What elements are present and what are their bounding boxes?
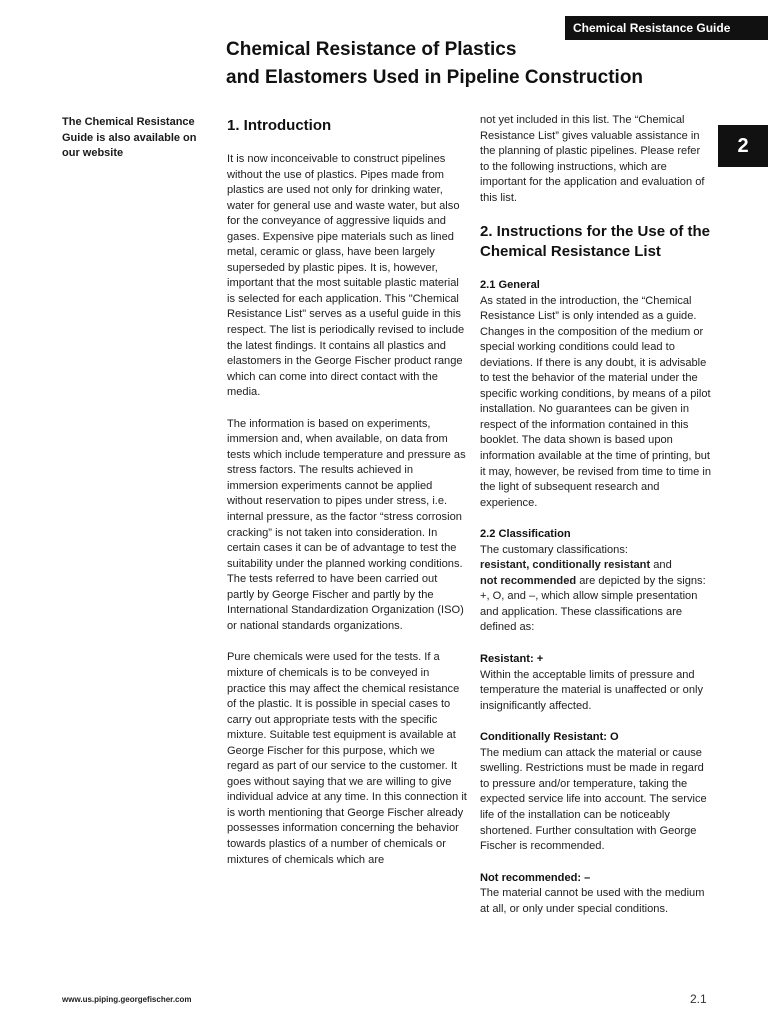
not-recommended-heading: Not recommended: – [480, 871, 591, 884]
page-title-line-2: and Elastomers Used in Pipeline Construction [226, 67, 644, 88]
classification-text [480, 543, 712, 636]
intro-paragraph-3: Pure chemicals were used for the tests. If a mixture of chemicals is to be conveyed in practice this may affect the chemical resistance of the plastic. It is possible in special cases to carry out appropriate tests with the specific mixture. Suitable test equipment is available at George Fischer for this purpose, which we regard as part of our service to the customer. It goes without saying that we are willing to give individual advice at any time. In this connection it is worth mentioning that George Fischer already possesses information concerning the behavior towards plastics of a number of chemicals or mixtures of chemicals which are [227, 651, 467, 866]
conditionally-resistant-heading: Conditionally Resistant: O [480, 731, 619, 744]
classification-not-recommended: not recommended [480, 574, 577, 587]
general-text: As stated in the introduction, the “Chemical Resistance List” is only intended as a guide. Changes in the composition of the medium or special working conditions could lead to deviations. If there is any doubt, it is advisable to test the behavior of the material under the specific working conditions, by means of a pilot installation. No guarantees can be given in respect of the information contained in this booklet. The data shown is based upon information available at the time of printing, but it may, however, be revised from time to time in the light of subsequent research and experience. [480, 294, 711, 509]
intro-paragraph-2: The information is based on experiments, immersion and, when available, on data from tests which include temperature and pressure as stress factors. The results achieved in immersion experiments cannot be applied without reservation to pipes under stress, i.e. internal pressure, as the factor “stress corrosion cracking” is not taken into consideration. In certain cases it can be of advantage to test the suitability under the planned working conditions. The tests referred to have been carried out partly by George Fischer and partly by the International Standardization Organization (ISO) or national standards organizations. [227, 417, 466, 632]
page-title-line-1: Chemical Resistance of Plastics [226, 39, 517, 60]
website-availability-note: The Chemical Resistance Guide is also available on our website [62, 116, 197, 159]
conditionally-resistant-text: The medium can attack the material or cause swelling. Restrictions must be made in regard to pressure and/or temperature, taking the expected service life into account. The service life of the installation can be noticeably shortened. Further consultation with George Fischer is recommended. [480, 746, 707, 853]
resistant-heading: Resistant: + [480, 653, 544, 666]
guide-header-label: Chemical Resistance Guide [565, 16, 768, 40]
page-number: 2.1 [690, 992, 707, 1006]
page-title [226, 36, 706, 92]
classification-terms: resistant, conditionally resistant [480, 559, 651, 572]
not-recommended-text: The material cannot be used with the medium at all, or only under special conditions. [480, 887, 705, 915]
introduction-heading: 1. Introduction [227, 117, 332, 134]
intro-paragraph-3-continued: not yet included in this list. The “Chemical Resistance List” gives valuable assistance in the planning of plastic pipelines. Please refer to the following instructions, which are important for the application and evaluation of this list. [480, 114, 705, 204]
classification-heading: 2.2 Classification [480, 528, 571, 541]
section-number-tab: 2 [718, 125, 768, 167]
general-heading: 2.1 General [480, 279, 540, 291]
instructions-body [480, 278, 712, 917]
intro-paragraph-1: It is now inconceivable to construct pipelines without the use of plastics. Pipes made from plastics are used not only for drinking water, water for general use and waste water, but also for the conveyance of aggressive liquids and gases. Expensive pipe materials such as lined metal, ceramic or glass, have been largely superseded by plastic pipes. It is, however, important that the most suitable plastic material is selected for each application. This "Chemical Resistance List" serves as a useful guide in this respect. The list is periodically revised to include the latest findings. It contains all plastics and elastomers in the George Fischer product range which can come into direct contact with the media. [227, 153, 465, 399]
footer-website-link[interactable]: www.us.piping.georgefischer.com [62, 995, 192, 1004]
classification-intro: The customary classifications: [480, 543, 628, 556]
introduction-column [227, 152, 467, 868]
right-column [480, 113, 712, 206]
classification-and: and [650, 559, 672, 572]
classification-rest: are depicted by the signs: +, O, and –, which allow simple presentation and application. These classifications are defined as: [480, 574, 706, 634]
resistant-text: Within the acceptable limits of pressure and temperature the material is unaffected or only insignificantly affected. [480, 668, 704, 712]
instructions-heading: 2. Instructions for the Use of the Chemical Resistance List [480, 223, 711, 260]
